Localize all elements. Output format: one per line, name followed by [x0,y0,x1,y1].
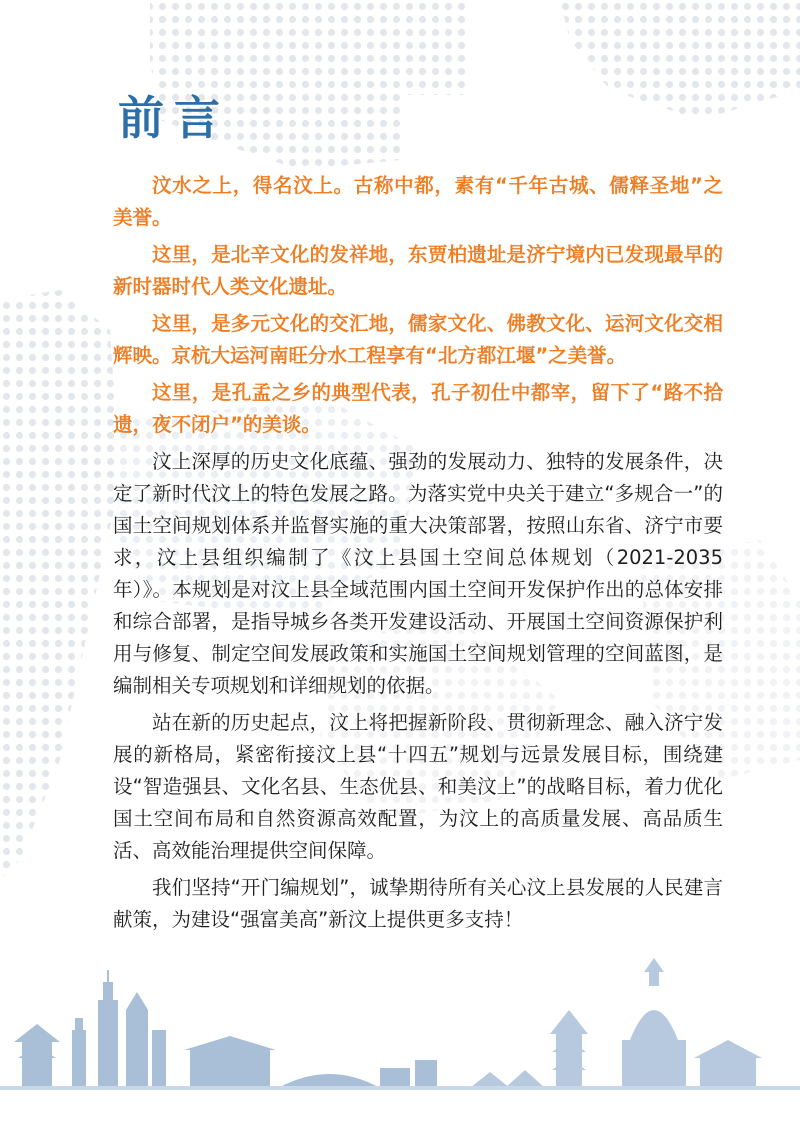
skyline-right-pagodas [470,958,762,1088]
highlight-paragraph: 这里，是孔孟之乡的典型代表，孔子初仕中都宰，留下了“路不拾遗，夜不闭户”的美谈。 [113,381,723,436]
preface-body [113,170,723,941]
body-paragraph: 汶上深厚的历史文化底蕴、强劲的发展动力、独特的发展条件，决定了新时代汶上的特色发展之路。为落实党中央关于建立“多规合一”的国土空间规划体系并监督实施的重大决策部署，按照山东省、济宁市要求，汶上县组织编制了《汶上县国土空间总体规划（2021-2035年）》。本规划是对汶上县全域范围内国土空间开发保护作出的总体安排和综合部署，是指导城乡各类开发建设活动、开展国土空间资源保护利用与修复、制定空间发展政策和实施国土空间规划管理的空间蓝图，是编制相关专项规划和详细规划的依据。 [113,450,723,697]
body-paragraph: 我们坚持“开门编规划”，诚挚期待所有关心汶上县发展的人民建言献策，为建设“强富美高”新汶上提供更多支持！ [113,876,723,931]
highlight-paragraph: 汶水之上，得名汶上。古称中都，素有“千年古城、儒释圣地”之美誉。 [113,174,723,229]
ground-line [0,1086,800,1090]
highlight-paragraph: 这里，是多元文化的交汇地，儒家文化、佛教文化、运河文化交相辉映。京杭大运河南旺分水工程享有“北方都江堰”之美誉。 [113,312,723,367]
highlight-paragraph: 这里，是北辛文化的发祥地，东贾柏遗址是济宁境内已发现最早的新时器时代人类文化遗址。 [113,243,723,298]
skyline-left-buildings [14,970,437,1088]
page-title: 前言 [118,91,230,145]
city-skyline-illustration [0,950,800,1140]
body-paragraph: 站在新的历史起点，汶上将把握新阶段、贯彻新理念、融入济宁发展的新格局，紧密衔接汶上县“十四五”规划与远景发展目标，围绕建设“智造强县、文化名县、生态优县、和美汶上”的战略目标，着力优化国土空间布局和自然资源高效配置，为汶上的高质量发展、高品质生活、高效能治理提供空间保障。 [113,711,723,862]
